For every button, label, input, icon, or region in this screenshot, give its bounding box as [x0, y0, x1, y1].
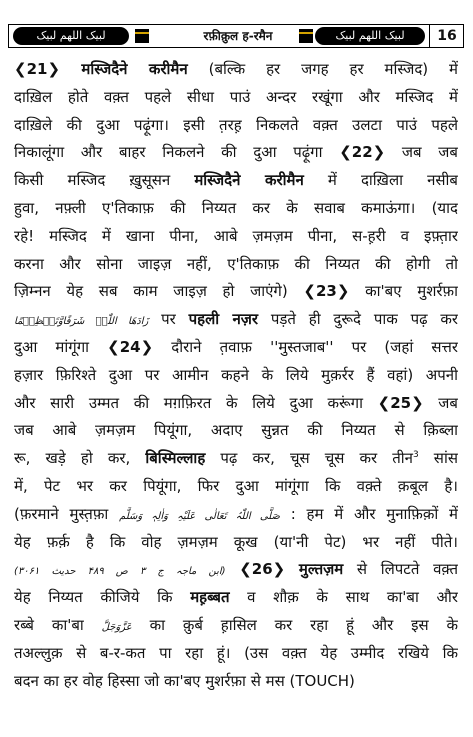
- text-segment: का'बए मुशर्रफ़ा: [349, 282, 458, 301]
- kaaba-icon: [135, 29, 149, 43]
- page-number: 16: [429, 25, 464, 47]
- text-segment: येह फ़र्क़ है कि वोह ज़मज़म कूख (या'नी पेट) भर नहीं पीते।: [14, 532, 458, 551]
- text-segment: निकालूंगा और बाहर निकलने की दुआ पढ़ूंगा: [14, 143, 340, 162]
- header-left-label: لبیک اللھم لبیک: [13, 27, 129, 45]
- item-number: ❮24❯: [107, 337, 154, 356]
- page-header: [8, 24, 464, 48]
- text-line: [14, 223, 458, 251]
- text-segment: दुआ मांगूंगा: [14, 337, 108, 356]
- text-segment: में, पेट भर कर पियूंगा, फिर दुआ मांगूंगा कि वक़्ते क़बूल है।: [14, 476, 458, 495]
- arabic-phrase: صَلَّی اللّٰہُ تَعَالٰی عَلَیْہِ وَاٰلِہٖ وَسَلَّم: [119, 510, 280, 522]
- text-segment: तअल्लुक़ से ब-र-कत पा रहा हूं। (उस वक़्त येह उम्मीद रखिये कि: [14, 643, 458, 662]
- text-segment: दाख़िले की दुआ पढ़ूंगा। इसी त़रह़ निकलते वक़्त उलटा पाउं पहले: [14, 115, 458, 134]
- text-segment: ज़िम्नन येह सब काम जाइज़ हो जाएंगे): [14, 282, 304, 301]
- bold-term: मस्जिदैने करीमैन: [194, 171, 304, 190]
- text-segment: पड़ते ही दुरूदे पाक पढ़ कर: [258, 310, 458, 329]
- bold-term: मस्जिदैने करीमैन: [81, 60, 188, 78]
- text-segment: करना और सोना जाइज़ नहीं, ए'तिकाफ़ की निय्यत की होगी तो: [14, 254, 458, 273]
- text-segment: : हम में और मुनाफ़िक़ों में: [279, 504, 458, 523]
- text-segment: का क़ुर्ब ह़ासिल कर रहा हूं और इस के: [131, 615, 458, 634]
- item-number: ❮25❯: [377, 393, 424, 412]
- text-line: [14, 306, 458, 334]
- footnote-marker: 3: [412, 450, 419, 461]
- text-line: [14, 501, 458, 529]
- text-segment: पर: [148, 310, 189, 329]
- text-segment: बदन का हर वोह हिस्सा जो का'बए मुशर्रफ़ा से मस (TOUCH): [14, 671, 355, 690]
- page-body: [14, 56, 458, 695]
- text-line: [14, 112, 458, 140]
- header-right-label: لبیک اللھم لبیک: [315, 27, 425, 45]
- text-segment: जब: [423, 393, 458, 412]
- text-segment: [285, 560, 299, 578]
- text-line: [14, 362, 458, 390]
- text-segment: रहे! मस्जिद में खाना पीना, आबे ज़मज़म पीना, स-ह़री व इफ़्त़ार: [14, 226, 458, 245]
- text-line: [14, 417, 458, 445]
- item-number: ❮21❯: [14, 60, 82, 78]
- text-line: [14, 584, 458, 612]
- bold-term: मह़ब्बत: [190, 588, 230, 607]
- item-number: ❮22❯: [339, 143, 386, 162]
- text-segment: से लिपटते वक़्त: [343, 560, 458, 579]
- kaaba-icon: [299, 29, 313, 43]
- arabic-phrase: زَادَھَا اللّٰہُ شَرَفًاوَّتَعۡظِیۡمًا: [14, 316, 149, 328]
- text-line: [14, 390, 458, 418]
- item-number: ❮26❯: [239, 560, 286, 579]
- text-segment: रू, खड़े हो कर,: [14, 449, 146, 468]
- text-segment: पढ़ कर, चूस चूस कर तीन: [205, 449, 413, 468]
- text-segment: सांस: [418, 449, 458, 468]
- bold-term: पहली नज़र: [188, 310, 259, 329]
- text-segment: [226, 560, 240, 578]
- text-segment: हज़ार फ़िरिश्ते दुआ पर आमीन कहने के लिये मुक़र्रर हैं वहां) अपनी: [14, 365, 458, 384]
- text-segment: में दाख़िला नसीब: [303, 171, 458, 190]
- arabic-phrase: (ابن ماجہ ج ۳ ص ۴۸۹ حدیث ۳۰۶۱): [14, 566, 226, 578]
- text-line: [14, 529, 458, 557]
- text-segment: जब आबे ज़मज़म पियूंगा, अदाए सुन्नत की निय्यत से क़िब्ला: [14, 421, 458, 440]
- text-segment: व शौक़ के साथ का'बा और: [229, 588, 458, 607]
- text-segment: और सारी उम्मत की मग़फ़िरत के लिये दुआ करूंगा: [14, 393, 378, 412]
- text-segment: येह निय्यत कीजिये कि: [14, 588, 191, 607]
- item-number: ❮23❯: [303, 282, 350, 301]
- text-segment: जब जब: [385, 143, 458, 162]
- text-line: [14, 167, 458, 195]
- text-line: [14, 84, 458, 112]
- text-line: [14, 640, 458, 668]
- text-line: [14, 278, 458, 306]
- text-line: [14, 612, 458, 640]
- text-line: [14, 195, 458, 223]
- text-line: [14, 334, 458, 362]
- text-line: [14, 473, 458, 501]
- text-segment: दौराने त़वाफ़ ''मुस्तजाब'' पर (जहां सत्तर: [153, 337, 458, 356]
- bold-term: मुल्तज़म: [298, 560, 344, 579]
- text-segment: (फ़रमाने मुस्त़फ़ा: [14, 504, 120, 523]
- text-line: [14, 556, 458, 584]
- text-line: [14, 445, 458, 473]
- text-segment: (बल्कि हर जगह हर मस्जिद) में: [187, 60, 458, 78]
- text-line: [14, 251, 458, 279]
- text-line: [14, 668, 458, 696]
- text-segment: किसी मस्जिद ख़ुसूसन: [14, 171, 195, 190]
- text-segment: दाख़िल होते वक़्त पहले सीधा पाउं अन्दर रखूंगा और मस्जिद में: [14, 87, 458, 106]
- text-line: [14, 139, 458, 167]
- header-title: रफ़ीक़ुल ह-रमैन: [203, 29, 273, 43]
- text-segment: रब्बे का'बा: [14, 615, 102, 634]
- bold-term: बिस्मिल्लाह: [145, 449, 206, 468]
- text-segment: हुवा, नफ़्ली ए'तिकाफ़ की निय्यत कर के सवाब कमाऊंगा। (याद: [14, 198, 458, 217]
- text-line: [14, 56, 458, 84]
- arabic-phrase: عَزَّوَجَلَّ: [101, 621, 132, 633]
